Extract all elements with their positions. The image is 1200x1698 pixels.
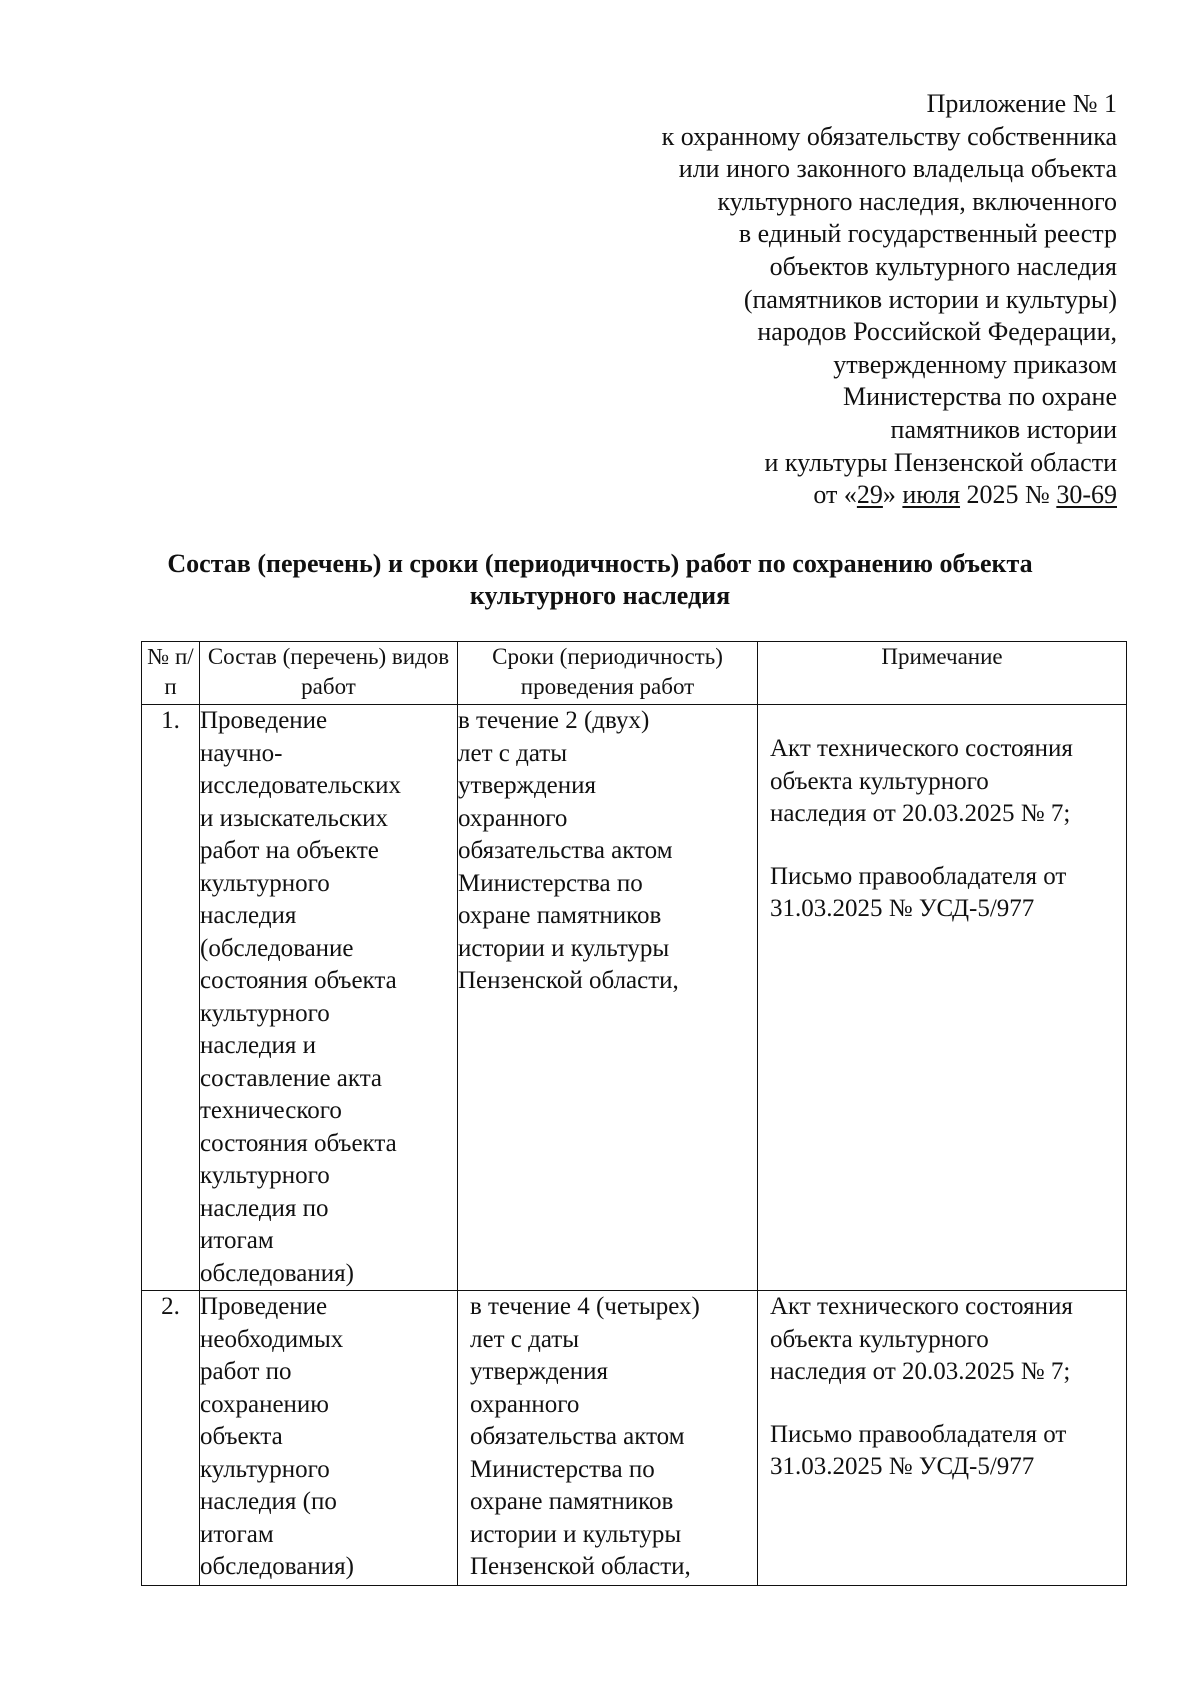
header-number: № п/п [142,642,200,705]
appendix-header [517,88,1117,512]
note-act: Акт технического состояния объекта культурного наследия от 20.03.2025 № 7; [770,1293,1073,1385]
works-table [141,641,1127,1586]
header-note: Примечание [758,642,1127,705]
appendix-line: Приложение № 1 [926,89,1117,118]
table-header-row [142,642,1127,705]
date-month: июля [902,480,961,510]
date-prefix: от « [813,480,857,510]
appendix-line: в единый государственный реестр [738,219,1117,249]
date-mid: » [882,480,903,510]
appendix-line: культурного наследия, включенного [717,186,1117,216]
note-letter: Письмо правообладателя от 31.03.2025 № УСД-5/977 [770,1420,1067,1480]
header-terms: Сроки (периодичность) проведения работ [458,642,758,705]
works-text: Проведение научно- исследовательских и изыскательских работ на объекте культурного наследия (обследование состояния объекта культурного наследия и составление акта технического состояния объекта культурного наследия по итогам обследования) [200,707,401,1287]
header-works: Состав (перечень) видов работ [200,642,458,705]
note-act: Акт технического состояния объекта культурного наследия от 20.03.2025 № 7; [770,735,1073,827]
row-terms [458,1291,758,1586]
date-day: 29 [856,480,883,510]
appendix-line: к охранному обязательству собственника [661,121,1117,151]
document-title [100,548,1100,612]
row-terms [458,705,758,1291]
appendix-line: или иного законного владельца объекта [678,154,1117,184]
row-works [200,705,458,1291]
title-line: Состав (перечень) и сроки (периодичность) работ по сохранению объекта [167,549,1033,578]
date-year-no: 2025 № [960,480,1057,510]
terms-text: в течение 4 (четырех) лет с даты утверждения охранного обязательства актом Министерства по охране памятников истории и культуры Пензенской области, [470,1293,700,1580]
row-works [200,1291,458,1586]
appendix-line: Министерства по охране [843,382,1117,412]
terms-text: в течение 2 (двух) лет с даты утверждения охранного обязательства актом Министерства по охране памятников истории и культуры Пензенской области, [458,707,679,994]
appendix-line: утвержденному приказом [833,349,1117,379]
order-number: 30-69 [1056,480,1117,510]
row-number: 1. [142,705,200,1291]
table-row [142,705,1127,1291]
row-note [758,705,1127,1291]
note-letter: Письмо правообладателя от 31.03.2025 № УСД-5/977 [770,862,1067,922]
works-text: Проведение необходимых работ по сохранению объекта культурного наследия (по итогам обследования) [200,1293,354,1580]
appendix-line: (памятников истории и культуры) [743,284,1117,314]
title-line: культурного наследия [469,581,731,610]
table-row [142,1291,1127,1586]
appendix-line: памятников истории [890,414,1117,444]
row-number: 2. [142,1291,200,1586]
appendix-line: и культуры Пензенской области [764,447,1117,477]
row-note [758,1291,1127,1586]
appendix-line: объектов культурного наследия [769,251,1117,281]
order-date-line [517,479,1117,512]
appendix-line: народов Российской Федерации, [757,317,1117,347]
